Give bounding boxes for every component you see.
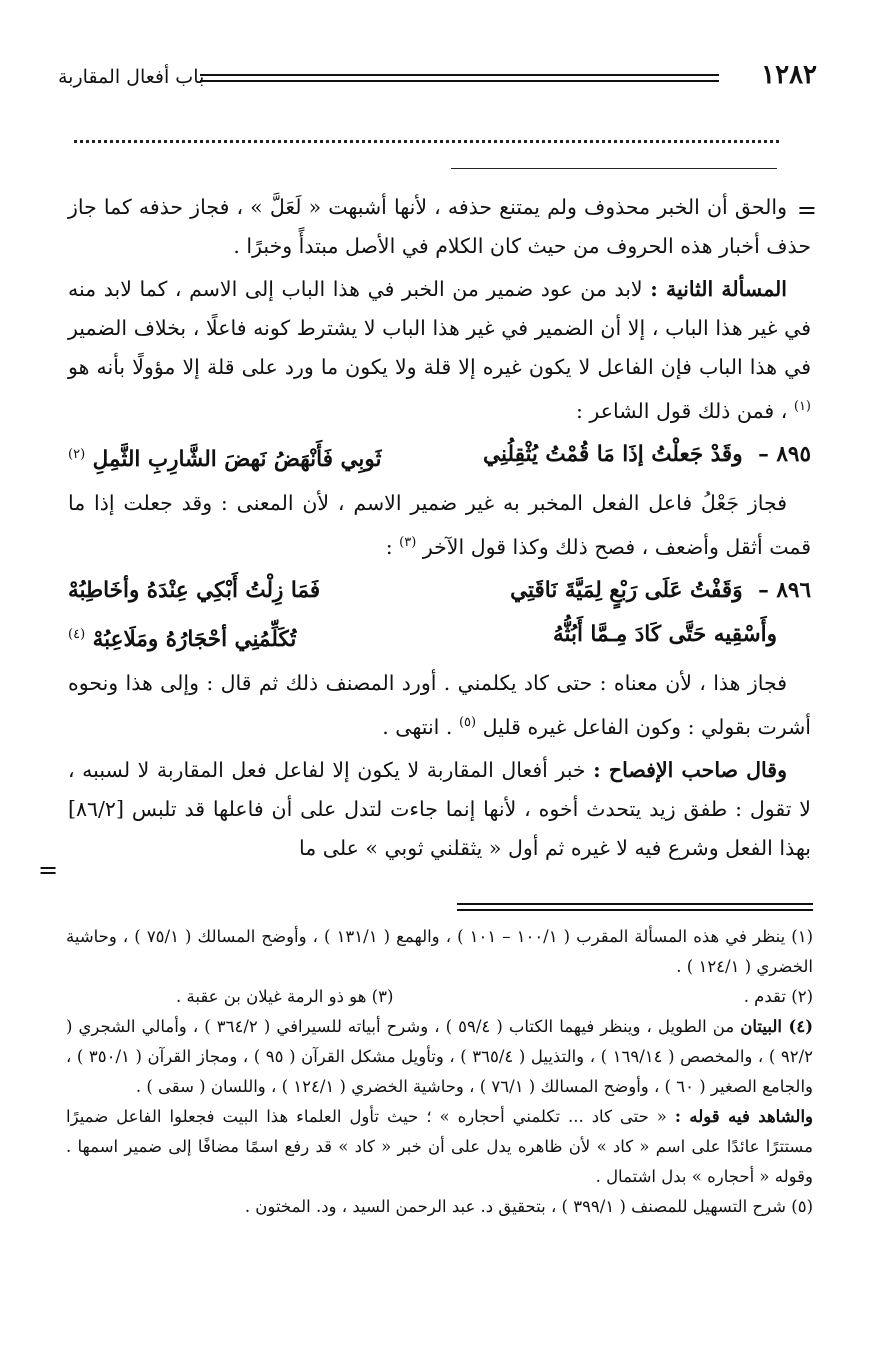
footnote-ref-1: (١)	[793, 399, 811, 414]
verse-896-first-hemistich: وَقَفْتُ عَلَى رَبْعٍ لِمَيَّةَ نَاقَتِي	[510, 577, 743, 603]
separator-underline	[451, 168, 777, 169]
paragraph-5-heading: وقال صاحب الإفصاح :	[593, 757, 787, 782]
verse-895-number: ٨٩٥ –	[758, 441, 811, 467]
dotted-separator	[74, 140, 779, 149]
continuation-mark-top: =	[796, 196, 817, 224]
paragraph-2-heading: المسألة الثانية :	[650, 277, 787, 301]
footnote-ref-4: (٤)	[68, 626, 86, 642]
verse-895	[68, 435, 811, 480]
footnote-rule	[457, 903, 813, 911]
paragraph-5	[68, 751, 811, 868]
paragraph-3-text: فجاز جَعْلُ فاعل الفعل المخبر به غير ضمير الاسم ، لأن المعنى : وقد جعلت إذا ما قمت أثقل وأضعف ، فصح ذلك وكذا قول الآخر	[68, 490, 811, 559]
verse-896-line-2	[68, 615, 811, 660]
paragraph-4-text: فجاز هذا ، لأن معناه : حتى كاد يكلمني . أورد المصنف ذلك ثم قال : وإلى هذا ونحوه أشرت بقولي : وكون الفاعل غيره قليل	[68, 670, 811, 739]
verse-896-fourth-hemistich: تُكَلِّمُنِي أحْجَارُهُ ومَلَاعِبُهْ	[92, 626, 297, 652]
footnote-2: (٢) تقدم .	[743, 987, 813, 1006]
paragraph-2-text: لابد من عود ضمير من الخبر في هذا الباب إلى الاسم ، كما لابد منه في غير هذا الباب ، إلا أن الضمير في غير هذا الباب لا يشترط كونه فاعلًا ، بخلاف الضمير في هذا الباب فإن الفاعل لا يكون غيره إلا قلة ولا يكون ما ورد على قلة إلا مؤولًا بأنه هو	[68, 277, 811, 379]
paragraph-4-tail: . انتهى .	[382, 714, 453, 739]
footnote-5: (٥) شرح التسهيل للمصنف ( ٣٩٩/١ ) ، بتحقيق د. عبد الرحمن السيد ، ود. المختون .	[244, 1197, 813, 1216]
verse-895-first-hemistich: وقَدْ جَعلْتُ إذَا مَا قُمْتُ يُثْقِلُنِي	[483, 441, 743, 467]
verse-896-second-hemistich: فَمَا زِلْتُ أَبْكِي عِنْدَهُ وأخَاطِبُهْ	[68, 577, 321, 603]
footnotes	[66, 922, 813, 1222]
footnote-4-label: (٤) البيتان	[740, 1017, 814, 1036]
paragraph-3	[68, 484, 811, 567]
paragraph-5-text: خبر أفعال المقاربة لا يكون إلا لفاعل فعل المقاربة لا لسببه ، لا تقول : طفق زيد يتحدث أخوه ، لأنها إنما جاءت لتدل على أن فاعلها قد تلبس [٨٦/٢] بهذا الفعل وشرع فيه لا غيره ثم أول « يثقلني ثوبي » على ما	[68, 757, 811, 860]
page-number: ١٢٨٢	[761, 60, 817, 90]
paragraph-2-tail: ، فمن ذلك قول الشاعر :	[576, 398, 788, 423]
paragraph-3-tail: :	[385, 534, 393, 559]
paragraph-1: والحق أن الخبر محذوف ولم يمتنع حذفه ، لأنها أشبهت « لَعَلَّ » ، فجاز حذفه كما جاز حذف أخبار هذه الحروف من حيث كان الكلام في الأصل مبتدأً وخبرًا .	[68, 195, 811, 258]
verse-895-second-hemistich: ثَوبِي فَأَنْهَضُ نَهضَ الشَّارِبِ الثَّمِلِ	[92, 446, 382, 472]
footnote-row-2-3	[66, 982, 813, 1012]
page-header	[58, 60, 817, 96]
footnote-4-witness-text: « حتى كاد ... تكلمني أحجاره » ؛ حيث تأول العلماء هذا البيت فجعلوا الفاعل ضميرًا مستترًا عائدًا على اسم « كاد » لأن ظاهره يدل على أن خبر « كاد » قد رفع اسمًا مضافًا إلى ضمير اسمها . وقوله « أحجاره » بدل اشتمال .	[66, 1107, 813, 1186]
main-text	[68, 188, 811, 872]
footnote-ref-3: (٣)	[399, 534, 417, 550]
footnote-4-witness-label: والشاهد فيه قوله :	[674, 1107, 813, 1126]
verse-896-third-hemistich: وأَسْقِيه حَتَّى كَادَ مِـمَّا أَبُثُّهُ	[552, 621, 777, 647]
chapter-title: باب أفعال المقاربة	[58, 66, 205, 88]
continuation-mark-bottom: =	[38, 856, 59, 884]
footnote-1: (١) ينظر في هذه المسألة المقرب ( ١٠٠/١ – ١٠١ ) ، والهمع ( ١٣١/١ ) ، وأوضح المسالك ( ٧٥/١ ) ، وحاشية الخضري ( ١٢٤/١ ) .	[66, 927, 814, 976]
footnote-ref-5: (٥)	[458, 714, 477, 730]
verse-896-line-1	[68, 571, 811, 611]
paragraph-2	[68, 270, 811, 431]
footnote-ref-2: (٢)	[68, 446, 86, 462]
header-rule	[200, 74, 719, 82]
paragraph-4	[68, 664, 811, 747]
footnote-4-text: من الطويل ، وينظر فيهما الكتاب ( ٥٩/٤ ) ، وشرح أبياته للسيرافي ( ٣٦٤/٢ ) ، وأمالي الشجري ( ٩٢/٢ ) ، والمخصص ( ١٦٩/١٤ ) ، والتذييل ( ٣٦٥/٤ ) ، وتأويل مشكل القرآن ( ٩٥ ) ، ومجاز القرآن ( ٣٥٠/١ ) ، والجامع الصغير ( ٦٠ ) ، وأوضح المسالك ( ٧٦/١ ) ، وحاشية الخضري ( ١٢٤/١ ) ، واللسان ( سقى ) .	[66, 1017, 813, 1096]
verse-896-number: ٨٩٦ –	[758, 577, 811, 603]
footnote-4-witness	[66, 1102, 813, 1192]
footnote-3: (٣) هو ذو الرمة غيلان بن عقبة .	[176, 987, 394, 1006]
footnote-4	[66, 1012, 813, 1102]
